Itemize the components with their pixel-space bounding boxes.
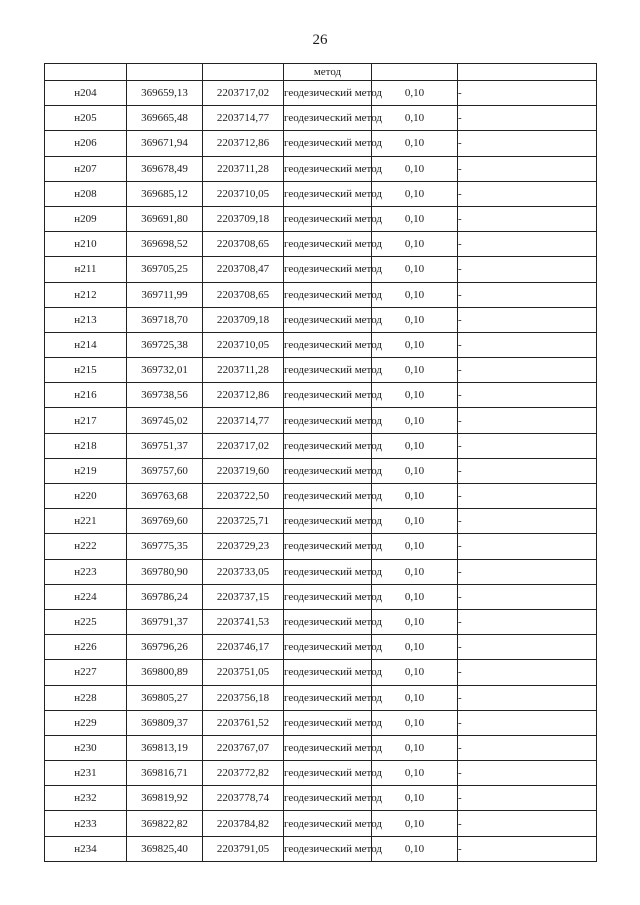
y-coordinate-cell: 2203717,02 <box>203 433 284 458</box>
accuracy-cell: 0,10 <box>372 458 458 483</box>
y-coordinate-cell: 2203772,82 <box>203 761 284 786</box>
y-coordinate-cell: 2203791,05 <box>203 836 284 861</box>
description-cell: - <box>458 786 597 811</box>
description-cell: - <box>458 685 597 710</box>
point-name-cell: н225 <box>45 609 127 634</box>
y-coordinate-cell: 2203711,28 <box>203 156 284 181</box>
table-row <box>45 433 597 458</box>
point-name-cell: н208 <box>45 181 127 206</box>
description-cell: - <box>458 735 597 760</box>
accuracy-cell: 0,10 <box>372 534 458 559</box>
method-cell: геодезический метод <box>284 735 372 760</box>
x-coordinate-cell: 369822,82 <box>127 811 203 836</box>
table-row <box>45 786 597 811</box>
coordinates-table <box>44 63 597 862</box>
table-row <box>45 383 597 408</box>
accuracy-cell: 0,10 <box>372 433 458 458</box>
description-cell: - <box>458 660 597 685</box>
x-coordinate-cell: 369791,37 <box>127 609 203 634</box>
accuracy-cell: 0,10 <box>372 509 458 534</box>
x-coordinate-cell: 369780,90 <box>127 559 203 584</box>
y-coordinate-cell: 2203709,18 <box>203 307 284 332</box>
table-row <box>45 660 597 685</box>
y-coordinate-cell: 2203709,18 <box>203 206 284 231</box>
point-name-cell: н215 <box>45 358 127 383</box>
x-coordinate-cell: 369659,13 <box>127 81 203 106</box>
description-cell: - <box>458 332 597 357</box>
y-coordinate-cell: 2203761,52 <box>203 710 284 735</box>
empty-cell <box>372 64 458 81</box>
description-cell: - <box>458 710 597 735</box>
table-row <box>45 484 597 509</box>
y-coordinate-cell: 2203725,71 <box>203 509 284 534</box>
table-row <box>45 609 597 634</box>
description-cell: - <box>458 206 597 231</box>
table-row <box>45 206 597 231</box>
accuracy-cell: 0,10 <box>372 484 458 509</box>
x-coordinate-cell: 369816,71 <box>127 761 203 786</box>
y-coordinate-cell: 2203710,05 <box>203 332 284 357</box>
x-coordinate-cell: 369738,56 <box>127 383 203 408</box>
x-coordinate-cell: 369725,38 <box>127 332 203 357</box>
accuracy-cell: 0,10 <box>372 786 458 811</box>
x-coordinate-cell: 369691,80 <box>127 206 203 231</box>
y-coordinate-cell: 2203737,15 <box>203 584 284 609</box>
description-cell: - <box>458 81 597 106</box>
x-coordinate-cell: 369813,19 <box>127 735 203 760</box>
continuation-row <box>45 64 597 81</box>
description-cell: - <box>458 609 597 634</box>
method-cell: геодезический метод <box>284 635 372 660</box>
accuracy-cell: 0,10 <box>372 811 458 836</box>
y-coordinate-cell: 2203714,77 <box>203 106 284 131</box>
method-cell: геодезический метод <box>284 811 372 836</box>
method-cell: геодезический метод <box>284 761 372 786</box>
method-cell: геодезический метод <box>284 156 372 181</box>
method-cell: геодезический метод <box>284 484 372 509</box>
method-cell: геодезический метод <box>284 786 372 811</box>
x-coordinate-cell: 369796,26 <box>127 635 203 660</box>
method-cell: геодезический метод <box>284 282 372 307</box>
x-coordinate-cell: 369665,48 <box>127 106 203 131</box>
table-row <box>45 156 597 181</box>
method-cell: геодезический метод <box>284 81 372 106</box>
point-name-cell: н221 <box>45 509 127 534</box>
accuracy-cell: 0,10 <box>372 685 458 710</box>
y-coordinate-cell: 2203712,86 <box>203 383 284 408</box>
point-name-cell: н228 <box>45 685 127 710</box>
method-cell: геодезический метод <box>284 257 372 282</box>
point-name-cell: н232 <box>45 786 127 811</box>
table-body <box>45 64 597 862</box>
method-cell: геодезический метод <box>284 433 372 458</box>
y-coordinate-cell: 2203756,18 <box>203 685 284 710</box>
x-coordinate-cell: 369819,92 <box>127 786 203 811</box>
empty-cell <box>203 64 284 81</box>
accuracy-cell: 0,10 <box>372 609 458 634</box>
y-coordinate-cell: 2203778,74 <box>203 786 284 811</box>
point-name-cell: н219 <box>45 458 127 483</box>
point-name-cell: н224 <box>45 584 127 609</box>
accuracy-cell: 0,10 <box>372 735 458 760</box>
y-coordinate-cell: 2203711,28 <box>203 358 284 383</box>
table-row <box>45 761 597 786</box>
method-cell: геодезический метод <box>284 358 372 383</box>
x-coordinate-cell: 369698,52 <box>127 232 203 257</box>
description-cell: - <box>458 509 597 534</box>
point-name-cell: н231 <box>45 761 127 786</box>
point-name-cell: н234 <box>45 836 127 861</box>
accuracy-cell: 0,10 <box>372 282 458 307</box>
description-cell: - <box>458 836 597 861</box>
method-cell: геодезический метод <box>284 710 372 735</box>
x-coordinate-cell: 369751,37 <box>127 433 203 458</box>
x-coordinate-cell: 369757,60 <box>127 458 203 483</box>
x-coordinate-cell: 369745,02 <box>127 408 203 433</box>
accuracy-cell: 0,10 <box>372 383 458 408</box>
method-cell: геодезический метод <box>284 408 372 433</box>
accuracy-cell: 0,10 <box>372 761 458 786</box>
accuracy-cell: 0,10 <box>372 181 458 206</box>
point-name-cell: н229 <box>45 710 127 735</box>
y-coordinate-cell: 2203741,53 <box>203 609 284 634</box>
accuracy-cell: 0,10 <box>372 660 458 685</box>
description-cell: - <box>458 584 597 609</box>
method-cell: геодезический метод <box>284 584 372 609</box>
y-coordinate-cell: 2203784,82 <box>203 811 284 836</box>
point-name-cell: н223 <box>45 559 127 584</box>
x-coordinate-cell: 369732,01 <box>127 358 203 383</box>
description-cell: - <box>458 761 597 786</box>
x-coordinate-cell: 369711,99 <box>127 282 203 307</box>
y-coordinate-cell: 2203751,05 <box>203 660 284 685</box>
accuracy-cell: 0,10 <box>372 635 458 660</box>
table-row <box>45 735 597 760</box>
y-coordinate-cell: 2203708,47 <box>203 257 284 282</box>
x-coordinate-cell: 369809,37 <box>127 710 203 735</box>
point-name-cell: н230 <box>45 735 127 760</box>
description-cell: - <box>458 534 597 559</box>
accuracy-cell: 0,10 <box>372 332 458 357</box>
method-cell: геодезический метод <box>284 181 372 206</box>
description-cell: - <box>458 106 597 131</box>
accuracy-cell: 0,10 <box>372 156 458 181</box>
point-name-cell: н209 <box>45 206 127 231</box>
y-coordinate-cell: 2203719,60 <box>203 458 284 483</box>
table-row <box>45 710 597 735</box>
method-cell: геодезический метод <box>284 206 372 231</box>
y-coordinate-cell: 2203722,50 <box>203 484 284 509</box>
method-cell: геодезический метод <box>284 332 372 357</box>
point-name-cell: н233 <box>45 811 127 836</box>
point-name-cell: н206 <box>45 131 127 156</box>
x-coordinate-cell: 369685,12 <box>127 181 203 206</box>
y-coordinate-cell: 2203729,23 <box>203 534 284 559</box>
description-cell: - <box>458 307 597 332</box>
point-name-cell: н212 <box>45 282 127 307</box>
accuracy-cell: 0,10 <box>372 206 458 231</box>
description-cell: - <box>458 811 597 836</box>
x-coordinate-cell: 369763,68 <box>127 484 203 509</box>
x-coordinate-cell: 369786,24 <box>127 584 203 609</box>
x-coordinate-cell: 369718,70 <box>127 307 203 332</box>
empty-cell <box>458 64 597 81</box>
method-cell: геодезический метод <box>284 383 372 408</box>
point-name-cell: н205 <box>45 106 127 131</box>
table-row <box>45 131 597 156</box>
description-cell: - <box>458 484 597 509</box>
table-row <box>45 685 597 710</box>
table-row <box>45 257 597 282</box>
table-row <box>45 559 597 584</box>
table-row <box>45 534 597 559</box>
description-cell: - <box>458 559 597 584</box>
accuracy-cell: 0,10 <box>372 307 458 332</box>
description-cell: - <box>458 282 597 307</box>
accuracy-cell: 0,10 <box>372 559 458 584</box>
point-name-cell: н213 <box>45 307 127 332</box>
accuracy-cell: 0,10 <box>372 710 458 735</box>
x-coordinate-cell: 369705,25 <box>127 257 203 282</box>
empty-cell <box>127 64 203 81</box>
method-cell: геодезический метод <box>284 106 372 131</box>
description-cell: - <box>458 433 597 458</box>
method-cell: метод <box>284 64 372 81</box>
point-name-cell: н222 <box>45 534 127 559</box>
method-cell: геодезический метод <box>284 307 372 332</box>
table-row <box>45 81 597 106</box>
x-coordinate-cell: 369769,60 <box>127 509 203 534</box>
point-name-cell: н220 <box>45 484 127 509</box>
point-name-cell: н217 <box>45 408 127 433</box>
accuracy-cell: 0,10 <box>372 81 458 106</box>
y-coordinate-cell: 2203708,65 <box>203 232 284 257</box>
table-row <box>45 408 597 433</box>
point-name-cell: н211 <box>45 257 127 282</box>
accuracy-cell: 0,10 <box>372 358 458 383</box>
description-cell: - <box>458 131 597 156</box>
x-coordinate-cell: 369825,40 <box>127 836 203 861</box>
description-cell: - <box>458 257 597 282</box>
y-coordinate-cell: 2203767,07 <box>203 735 284 760</box>
table-row <box>45 584 597 609</box>
description-cell: - <box>458 458 597 483</box>
method-cell: геодезический метод <box>284 660 372 685</box>
table-row <box>45 282 597 307</box>
method-cell: геодезический метод <box>284 534 372 559</box>
description-cell: - <box>458 635 597 660</box>
description-cell: - <box>458 358 597 383</box>
description-cell: - <box>458 232 597 257</box>
x-coordinate-cell: 369800,89 <box>127 660 203 685</box>
accuracy-cell: 0,10 <box>372 408 458 433</box>
x-coordinate-cell: 369671,94 <box>127 131 203 156</box>
method-cell: геодезический метод <box>284 609 372 634</box>
x-coordinate-cell: 369775,35 <box>127 534 203 559</box>
method-cell: геодезический метод <box>284 685 372 710</box>
accuracy-cell: 0,10 <box>372 131 458 156</box>
x-coordinate-cell: 369805,27 <box>127 685 203 710</box>
table-row <box>45 232 597 257</box>
x-coordinate-cell: 369678,49 <box>127 156 203 181</box>
method-cell: геодезический метод <box>284 131 372 156</box>
table-row <box>45 811 597 836</box>
point-name-cell: н214 <box>45 332 127 357</box>
point-name-cell: н210 <box>45 232 127 257</box>
method-cell: геодезический метод <box>284 836 372 861</box>
y-coordinate-cell: 2203714,77 <box>203 408 284 433</box>
table-row <box>45 458 597 483</box>
description-cell: - <box>458 181 597 206</box>
method-cell: геодезический метод <box>284 509 372 534</box>
table-row <box>45 635 597 660</box>
point-name-cell: н204 <box>45 81 127 106</box>
point-name-cell: н218 <box>45 433 127 458</box>
point-name-cell: н216 <box>45 383 127 408</box>
description-cell: - <box>458 156 597 181</box>
method-cell: геодезический метод <box>284 232 372 257</box>
empty-cell <box>45 64 127 81</box>
point-name-cell: н226 <box>45 635 127 660</box>
table-row <box>45 358 597 383</box>
accuracy-cell: 0,10 <box>372 836 458 861</box>
description-cell: - <box>458 383 597 408</box>
y-coordinate-cell: 2203708,65 <box>203 282 284 307</box>
description-cell: - <box>458 408 597 433</box>
method-cell: геодезический метод <box>284 458 372 483</box>
accuracy-cell: 0,10 <box>372 257 458 282</box>
page-number: 26 <box>312 32 328 48</box>
accuracy-cell: 0,10 <box>372 232 458 257</box>
table-row <box>45 181 597 206</box>
y-coordinate-cell: 2203733,05 <box>203 559 284 584</box>
y-coordinate-cell: 2203746,17 <box>203 635 284 660</box>
table-row <box>45 106 597 131</box>
accuracy-cell: 0,10 <box>372 106 458 131</box>
y-coordinate-cell: 2203712,86 <box>203 131 284 156</box>
method-cell: геодезический метод <box>284 559 372 584</box>
y-coordinate-cell: 2203710,05 <box>203 181 284 206</box>
point-name-cell: н207 <box>45 156 127 181</box>
table-row <box>45 332 597 357</box>
accuracy-cell: 0,10 <box>372 584 458 609</box>
table-row <box>45 509 597 534</box>
y-coordinate-cell: 2203717,02 <box>203 81 284 106</box>
point-name-cell: н227 <box>45 660 127 685</box>
table-row <box>45 307 597 332</box>
table-row <box>45 836 597 861</box>
